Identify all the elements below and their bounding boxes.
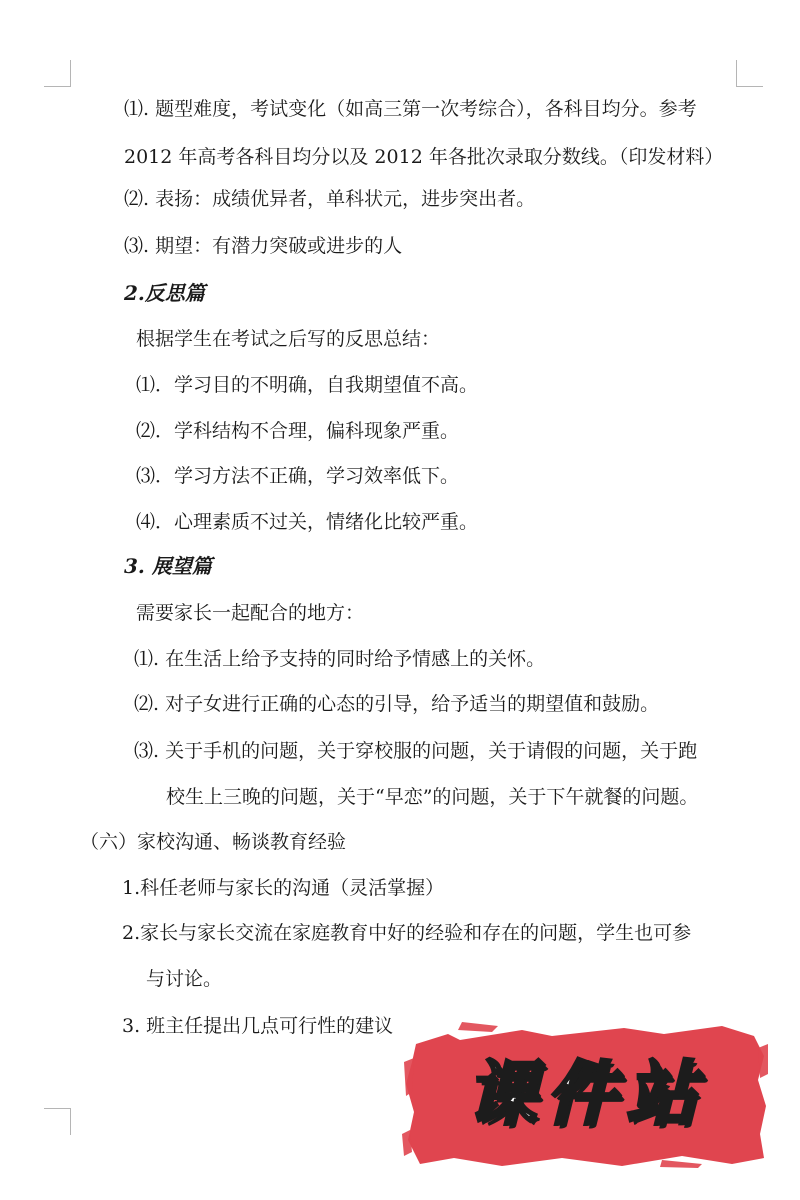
crop-mark-top-left <box>44 60 71 87</box>
communication-item-2-cont: 与讨论。 <box>146 968 223 990</box>
crop-mark-top-right <box>736 60 763 87</box>
reflection-item-1: ⑴．学习目的不明确，自我期望值不高。 <box>136 374 479 396</box>
outlook-item-2: ⑵. 对子女进行正确的心态的引导，给予适当的期望值和鼓励。 <box>134 693 660 715</box>
communication-item-1: 1.科任老师与家长的沟通（灵活掌握） <box>122 877 445 899</box>
communication-item-3: 3. 班主任提出几点可行性的建议 <box>122 1015 394 1037</box>
score-analysis-item-1: ⑴. 题型难度，考试变化（如高三第一次考综合），各科目均分。参考 <box>124 98 697 120</box>
score-analysis-item-1-cont: 2012 年高考各科目均分以及 2012 年各批次录取分数线。（印发材料） <box>124 146 724 168</box>
outlook-intro: 需要家长一起配合的地方： <box>136 602 365 624</box>
communication-item-2: 2.家长与家长交流在家庭教育中好的经验和存在的问题，学生也可参 <box>122 922 692 944</box>
reflection-heading: 2.反思篇 <box>124 281 205 305</box>
stamp-text: 课件站 <box>466 1053 706 1135</box>
outlook-item-3: ⑶. 关于手机的问题，关于穿校服的问题，关于请假的问题，关于跑 <box>134 740 698 762</box>
watermark-stamp <box>402 1022 770 1168</box>
crop-mark-bottom-left <box>44 1108 71 1135</box>
outlook-heading: 3. 展望篇 <box>124 554 212 578</box>
outlook-item-1: ⑴. 在生活上给予支持的同时给予情感上的关怀。 <box>134 648 546 670</box>
praise-item: ⑵. 表扬：成绩优异者，单科状元，进步突出者。 <box>124 188 536 210</box>
reflection-item-3: ⑶．学习方法不正确，学习效率低下。 <box>136 465 460 487</box>
expectation-item: ⑶. 期望：有潜力突破或进步的人 <box>124 235 403 257</box>
reflection-intro: 根据学生在考试之后写的反思总结： <box>136 328 441 350</box>
reflection-item-4: ⑷．心理素质不过关，情绪化比较严重。 <box>136 511 479 533</box>
reflection-item-2: ⑵．学科结构不合理，偏科现象严重。 <box>136 420 460 442</box>
section-six-heading: （六）家校沟通、畅谈教育经验 <box>80 831 347 853</box>
outlook-item-3-cont: 校生上三晚的问题，关于“早恋”的问题，关于下午就餐的问题。 <box>166 786 699 808</box>
